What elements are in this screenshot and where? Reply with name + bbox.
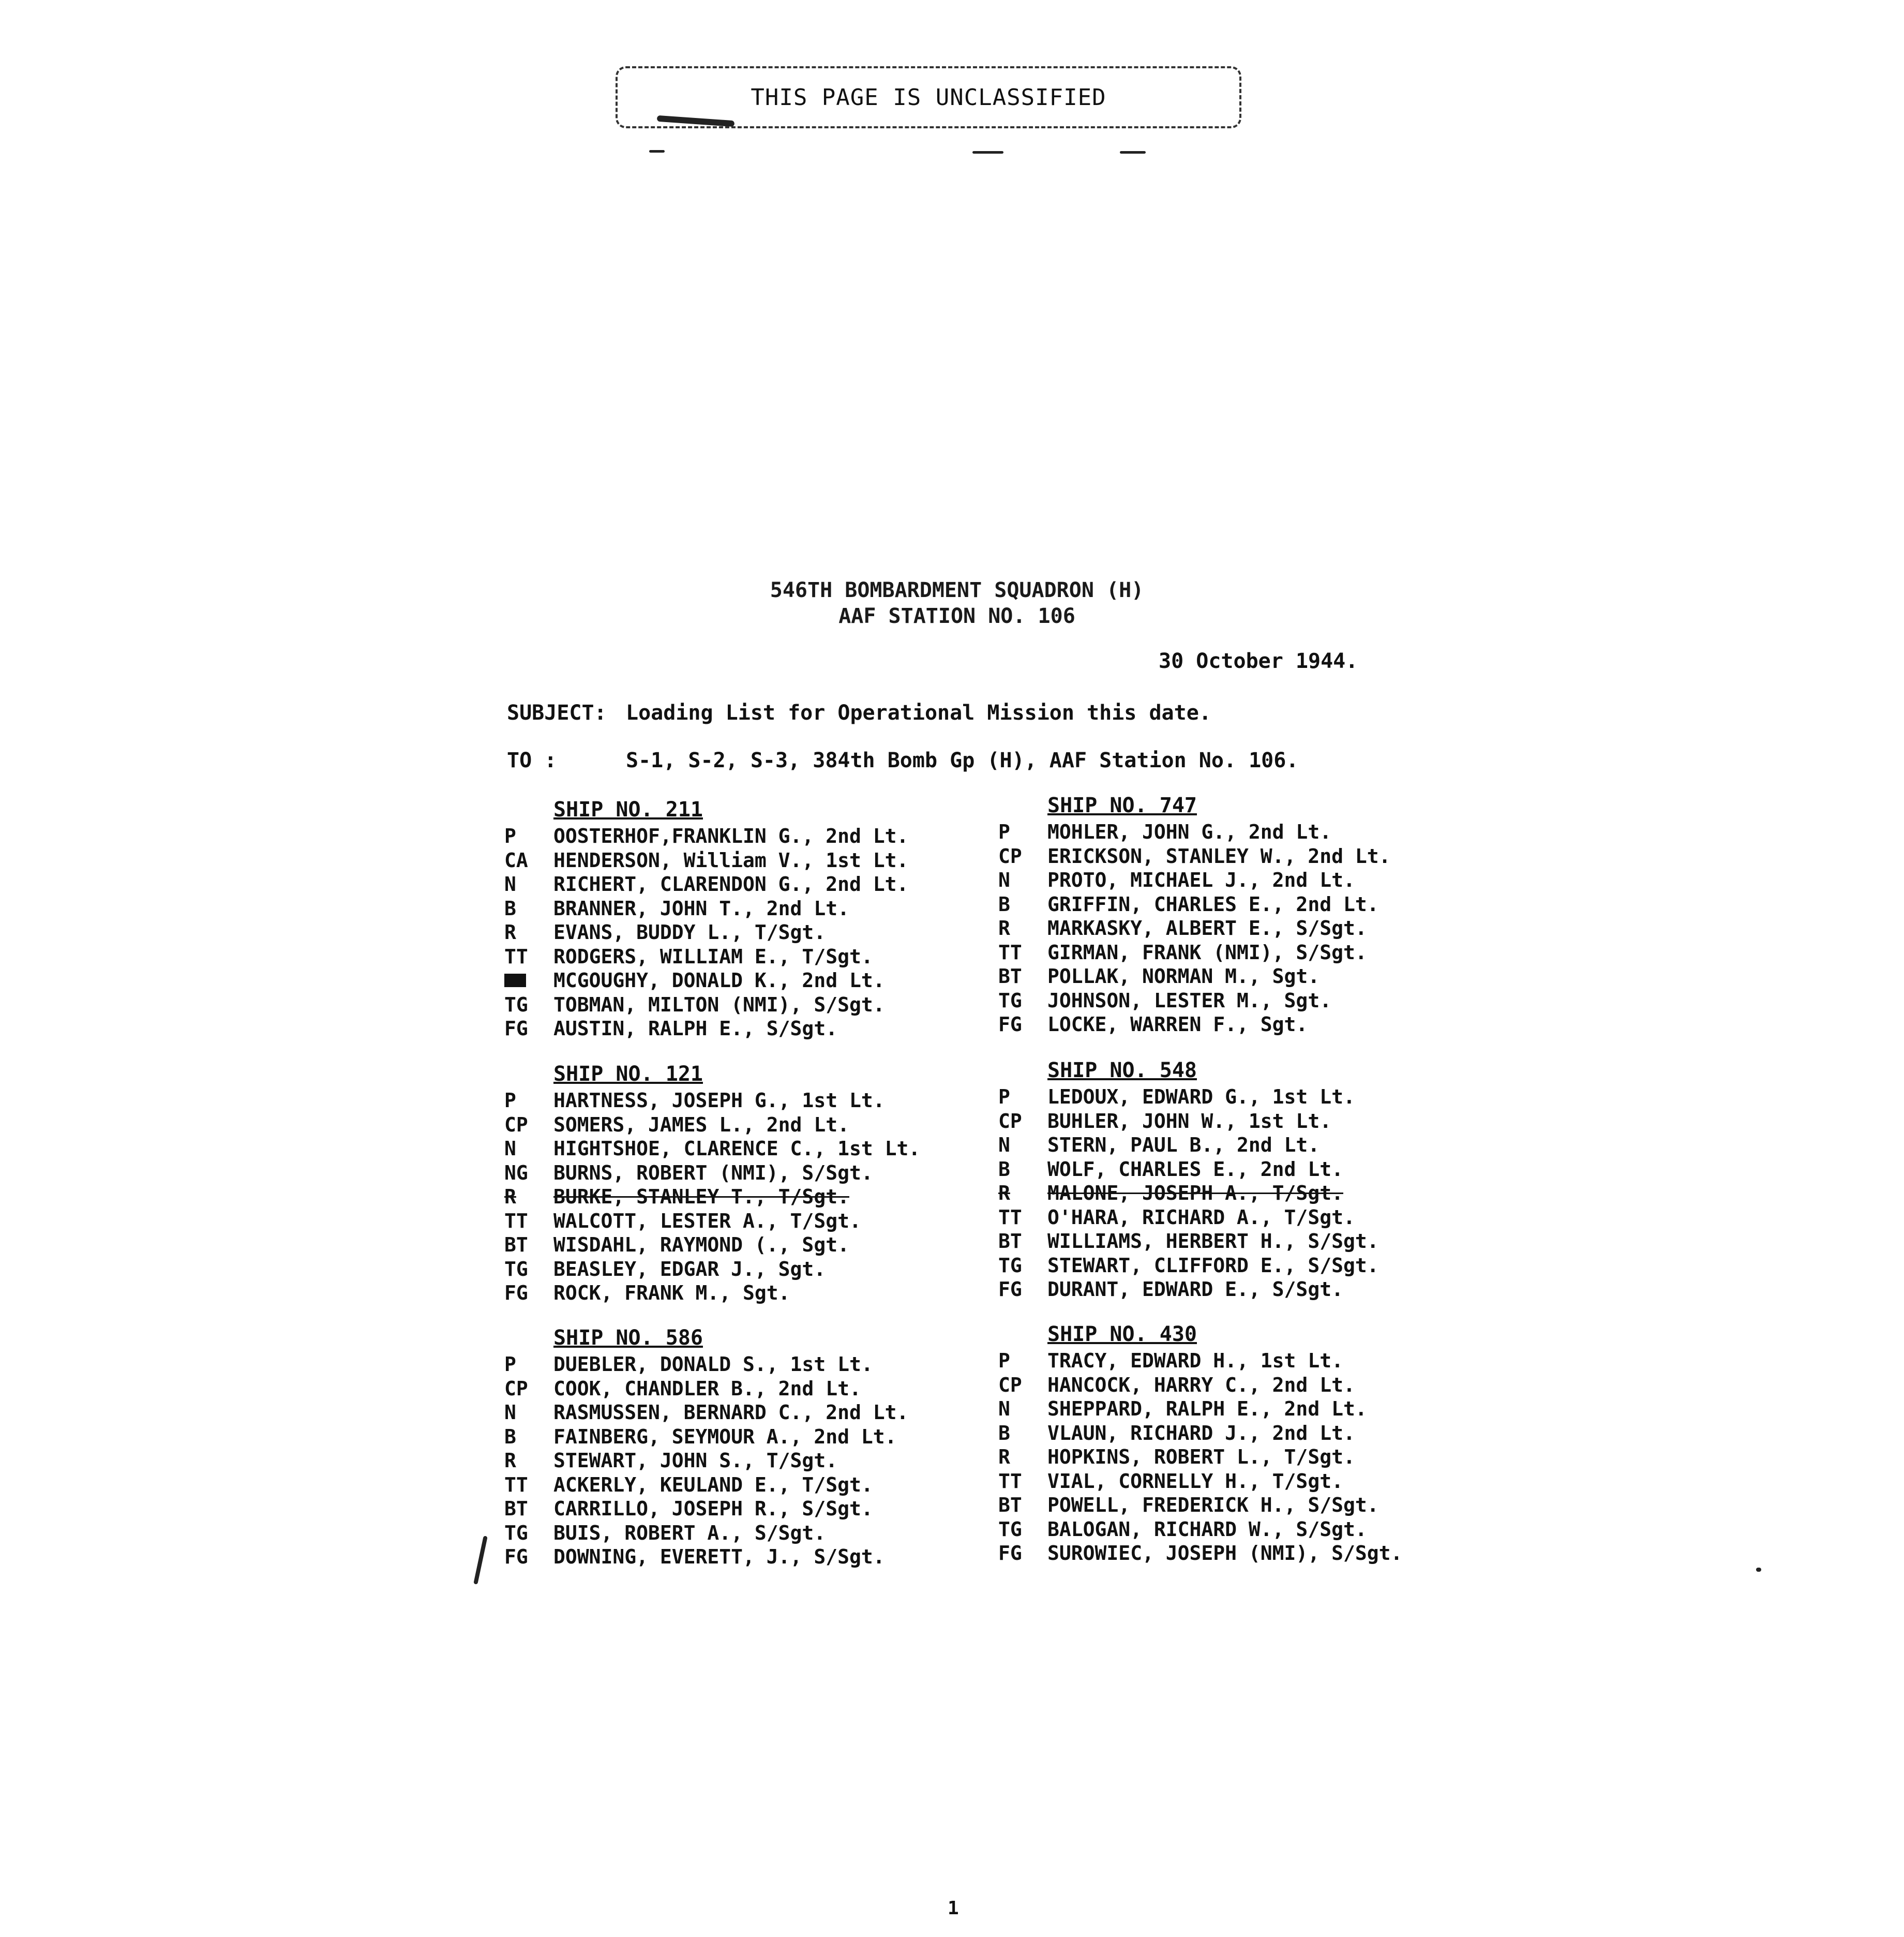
crew-row xyxy=(504,1473,908,1498)
crew-row xyxy=(504,1017,908,1041)
crew-position: P xyxy=(998,821,1010,843)
crew-position: B xyxy=(504,1425,516,1448)
crew-name: MOHLER, JOHN G., 2nd Lt. xyxy=(1047,821,1332,843)
crew-name: LEDOUX, EDWARD G., 1st Lt. xyxy=(1047,1085,1355,1108)
crew-list xyxy=(998,1349,1402,1566)
crew-name: BRANNER, JOHN T., 2nd Lt. xyxy=(553,897,849,920)
crew-position: FG xyxy=(504,1545,528,1568)
crew-position: FG xyxy=(504,1282,528,1304)
crew-row xyxy=(504,1497,908,1522)
crew-position: P xyxy=(504,1089,516,1112)
crew-position: TG xyxy=(998,989,1022,1012)
crew-name: SOMERS, JAMES L., 2nd Lt. xyxy=(553,1113,849,1136)
crew-name: STEWART, JOHN S., T/Sgt. xyxy=(553,1449,838,1472)
crew-row xyxy=(998,1254,1379,1278)
crew-position: BT xyxy=(504,1497,528,1520)
ship-title: SHIP NO. 747 xyxy=(1047,794,1197,817)
crew-row xyxy=(504,921,908,945)
crew-position: NG xyxy=(504,1161,528,1184)
crew-name: ROCK, FRANK M., Sgt. xyxy=(553,1282,790,1304)
crew-row xyxy=(504,1449,908,1473)
crew-row xyxy=(998,845,1390,869)
crew-position: FG xyxy=(504,1017,528,1040)
crew-row xyxy=(998,917,1390,941)
crew-row xyxy=(504,1258,920,1282)
crew-row xyxy=(998,1349,1402,1374)
crew-position: R xyxy=(504,921,516,944)
crew-position: CP xyxy=(998,1109,1022,1133)
crew-position: P xyxy=(998,1349,1010,1372)
crew-name: TRACY, EDWARD H., 1st Lt. xyxy=(1047,1349,1343,1372)
crew-row xyxy=(504,873,908,897)
subject-text: Loading List for Operational Mission this date. xyxy=(626,701,1211,725)
crew-position: P xyxy=(504,825,516,847)
crew-name: DOWNING, EVERETT, J., S/Sgt. xyxy=(553,1545,885,1568)
crew-row xyxy=(504,945,908,970)
crew-row xyxy=(504,993,908,1018)
crew-name: WALCOTT, LESTER A., T/Sgt. xyxy=(553,1209,861,1232)
crew-name: RICHERT, CLARENDON G., 2nd Lt. xyxy=(553,873,909,896)
crew-position: BT xyxy=(998,1230,1022,1253)
crew-name: SUROWIEC, JOSEPH (NMI), S/Sgt. xyxy=(1047,1542,1403,1565)
crew-position: B xyxy=(998,1421,1010,1444)
crew-position: B xyxy=(504,897,516,920)
crew-position: CP xyxy=(504,1113,528,1136)
crew-row xyxy=(998,1494,1402,1518)
crew-name: POWELL, FREDERICK H., S/Sgt. xyxy=(1047,1494,1379,1516)
crew-position: B xyxy=(998,892,1010,916)
ship-title: SHIP NO. 121 xyxy=(553,1062,703,1086)
ink-smudge xyxy=(972,151,1003,154)
crew-row-struck xyxy=(504,1185,920,1210)
crew-name: SHEPPARD, RALPH E., 2nd Lt. xyxy=(1047,1397,1367,1420)
crew-name: GRIFFIN, CHARLES E., 2nd Lt. xyxy=(1047,892,1379,916)
crew-row xyxy=(998,869,1390,893)
crew-name: BURKE, STANLEY T., T/Sgt. xyxy=(553,1185,849,1208)
classification-text: THIS PAGE IS UNCLASSIFIED xyxy=(751,84,1106,111)
crew-name: BUIS, ROBERT A., S/Sgt. xyxy=(553,1521,826,1544)
crew-name: DURANT, EDWARD E., S/Sgt. xyxy=(1047,1278,1343,1301)
subject-line xyxy=(507,701,1211,725)
crew-row xyxy=(504,1089,920,1113)
ship-title: SHIP NO. 548 xyxy=(1047,1059,1197,1082)
crew-position: P xyxy=(998,1085,1010,1108)
crew-name: FAINBERG, SEYMOUR A., 2nd Lt. xyxy=(553,1425,897,1448)
crew-name: RODGERS, WILLIAM E., T/Sgt. xyxy=(553,945,873,968)
crew-row xyxy=(998,1518,1402,1542)
crew-row xyxy=(998,941,1390,965)
crew-position: N xyxy=(504,1401,516,1424)
crew-position: N xyxy=(998,869,1010,891)
crew-row xyxy=(504,1522,908,1546)
crew-position: R xyxy=(998,917,1010,940)
crew-name: WILLIAMS, HERBERT H., S/Sgt. xyxy=(1047,1230,1379,1253)
crew-name: MALONE, JOSEPH A., T/Sgt. xyxy=(1047,1182,1343,1204)
crew-position: TT xyxy=(504,1209,528,1232)
crew-position: TG xyxy=(504,1521,528,1544)
crew-position: FG xyxy=(998,1278,1022,1301)
ink-smudge xyxy=(1120,151,1146,154)
crew-list xyxy=(504,1353,908,1570)
crew-name: VIAL, CORNELLY H., T/Sgt. xyxy=(1047,1469,1343,1493)
subject-label: SUBJECT: xyxy=(507,701,607,725)
crew-row xyxy=(504,1233,920,1258)
crew-name: AUSTIN, RALPH E., S/Sgt. xyxy=(553,1017,838,1040)
crew-row xyxy=(998,1374,1402,1398)
crew-name: CARRILLO, JOSEPH R., S/Sgt. xyxy=(553,1497,873,1520)
crew-name: HIGHTSHOE, CLARENCE C., 1st Lt. xyxy=(553,1137,921,1160)
crew-row xyxy=(998,1013,1390,1037)
crew-name: PROTO, MICHAEL J., 2nd Lt. xyxy=(1047,869,1355,891)
crew-position: BT xyxy=(998,965,1022,988)
crew-name: STERN, PAUL B., 2nd Lt. xyxy=(1047,1134,1320,1156)
crew-row xyxy=(998,1397,1402,1422)
crew-row xyxy=(504,1425,908,1450)
crew-row xyxy=(998,989,1390,1014)
ship-title: SHIP NO. 430 xyxy=(1047,1322,1197,1346)
crew-name: BEASLEY, EDGAR J., Sgt. xyxy=(553,1257,826,1280)
crew-name: EVANS, BUDDY L., T/Sgt. xyxy=(553,921,826,944)
crew-position: N xyxy=(504,873,516,896)
crew-position: N xyxy=(998,1397,1010,1420)
to-text: S-1, S-2, S-3, 384th Bomb Gp (H), AAF Station No. 106. xyxy=(626,749,1299,772)
crew-name: STEWART, CLIFFORD E., S/Sgt. xyxy=(1047,1254,1379,1277)
crew-position: CA xyxy=(504,848,528,872)
crew-row xyxy=(998,1134,1379,1158)
crew-row xyxy=(504,1210,920,1234)
crew-row xyxy=(504,969,908,993)
crew-position: TG xyxy=(998,1254,1022,1277)
to-line xyxy=(507,749,1298,772)
crew-position: FG xyxy=(998,1013,1022,1036)
crew-name: GIRMAN, FRANK (NMI), S/Sgt. xyxy=(1047,941,1367,964)
margin-mark xyxy=(473,1536,488,1585)
crew-position: TT xyxy=(998,1205,1022,1229)
crew-position: CP xyxy=(998,1373,1022,1396)
crew-row xyxy=(998,1206,1379,1230)
crew-position: B xyxy=(998,1157,1010,1181)
ship-title: SHIP NO. 586 xyxy=(553,1326,703,1350)
crew-row xyxy=(504,1353,908,1377)
crew-position: R xyxy=(998,1182,1010,1204)
scan-speck xyxy=(1756,1568,1761,1572)
crew-name: RASMUSSEN, BERNARD C., 2nd Lt. xyxy=(553,1401,909,1424)
crew-row xyxy=(998,1422,1402,1446)
crew-row xyxy=(504,897,908,921)
crew-row xyxy=(504,1377,908,1402)
crew-row xyxy=(504,1282,920,1306)
crew-position: R xyxy=(504,1449,516,1472)
crew-position: R xyxy=(504,1185,516,1208)
crew-row xyxy=(998,965,1390,989)
crew-list xyxy=(998,821,1390,1037)
page-number: 1 xyxy=(948,1898,959,1919)
crew-position: TT xyxy=(504,945,528,968)
crew-row xyxy=(998,1158,1379,1182)
crew-row-struck xyxy=(998,1182,1379,1206)
crew-name: JOHNSON, LESTER M., Sgt. xyxy=(1047,989,1332,1012)
crew-name: BALOGAN, RICHARD W., S/Sgt. xyxy=(1047,1517,1367,1541)
crew-row xyxy=(504,1161,920,1186)
station-heading: AAF STATION NO. 106 xyxy=(838,604,1075,628)
crew-row xyxy=(998,1085,1379,1110)
crew-position: TT xyxy=(998,941,1022,964)
crew-name: ACKERLY, KEULAND E., T/Sgt. xyxy=(553,1473,873,1496)
crew-name: ERICKSON, STANLEY W., 2nd Lt. xyxy=(1047,844,1391,868)
crew-position: TG xyxy=(504,993,528,1016)
crew-list xyxy=(504,1089,920,1306)
crew-row xyxy=(998,893,1390,917)
crew-name: OOSTERHOF,FRANKLIN G., 2nd Lt. xyxy=(553,825,909,847)
crew-position: FG xyxy=(998,1542,1022,1565)
crew-position: N xyxy=(504,1137,516,1160)
crew-list xyxy=(504,825,908,1041)
crew-name: POLLAK, NORMAN M., Sgt. xyxy=(1047,965,1320,988)
crew-position-blot xyxy=(504,969,553,993)
crew-row xyxy=(504,825,908,849)
crew-position: P xyxy=(504,1353,516,1376)
crew-name: WOLF, CHARLES E., 2nd Lt. xyxy=(1047,1157,1343,1181)
unit-heading: 546TH BOMBARDMENT SQUADRON (H) xyxy=(770,578,1144,602)
ship-title: SHIP NO. 211 xyxy=(553,798,703,822)
crew-position: TT xyxy=(998,1469,1022,1493)
crew-name: VLAUN, RICHARD J., 2nd Lt. xyxy=(1047,1421,1355,1444)
crew-name: MARKASKY, ALBERT E., S/Sgt. xyxy=(1047,917,1367,940)
ink-smudge xyxy=(649,150,665,153)
crew-position: BT xyxy=(998,1494,1022,1516)
crew-row xyxy=(998,1446,1402,1470)
crew-row xyxy=(504,1401,908,1425)
crew-position: TG xyxy=(504,1257,528,1280)
document-date: 30 October 1944. xyxy=(1159,649,1358,673)
crew-name: COOK, CHANDLER B., 2nd Lt. xyxy=(553,1377,861,1400)
crew-name: DUEBLER, DONALD S., 1st Lt. xyxy=(553,1353,873,1376)
crew-row xyxy=(998,1542,1402,1566)
crew-name: O'HARA, RICHARD A., T/Sgt. xyxy=(1047,1205,1355,1229)
crew-row xyxy=(998,821,1390,845)
crew-row xyxy=(504,1137,920,1161)
crew-position: R xyxy=(998,1446,1010,1468)
crew-position: CP xyxy=(998,844,1022,868)
crew-position: CP xyxy=(504,1377,528,1400)
crew-name: WISDAHL, RAYMOND (., Sgt. xyxy=(553,1233,849,1256)
crew-position: TG xyxy=(998,1517,1022,1541)
crew-list xyxy=(998,1085,1379,1302)
to-label: TO : xyxy=(507,749,557,772)
crew-name: HANCOCK, HARRY C., 2nd Lt. xyxy=(1047,1373,1355,1396)
crew-position: TT xyxy=(504,1473,528,1496)
crew-row xyxy=(998,1230,1379,1254)
crew-position: BT xyxy=(504,1233,528,1256)
crew-row xyxy=(504,1113,920,1138)
crew-name: BUHLER, JOHN W., 1st Lt. xyxy=(1047,1109,1332,1133)
crew-row xyxy=(998,1470,1402,1494)
crew-name: MCGOUGHY, DONALD K., 2nd Lt. xyxy=(553,969,885,992)
crew-position: N xyxy=(998,1134,1010,1156)
crew-row xyxy=(504,849,908,873)
crew-name: BURNS, ROBERT (NMI), S/Sgt. xyxy=(553,1161,873,1184)
crew-row xyxy=(504,1545,908,1570)
crew-name: LOCKE, WARREN F., Sgt. xyxy=(1047,1013,1308,1036)
crew-name: HOPKINS, ROBERT L., T/Sgt. xyxy=(1047,1446,1355,1468)
crew-row xyxy=(998,1278,1379,1302)
crew-name: TOBMAN, MILTON (NMI), S/Sgt. xyxy=(553,993,885,1016)
crew-row xyxy=(998,1110,1379,1134)
crew-name: HARTNESS, JOSEPH G., 1st Lt. xyxy=(553,1089,885,1112)
crew-name: HENDERSON, William V., 1st Lt. xyxy=(553,848,909,872)
